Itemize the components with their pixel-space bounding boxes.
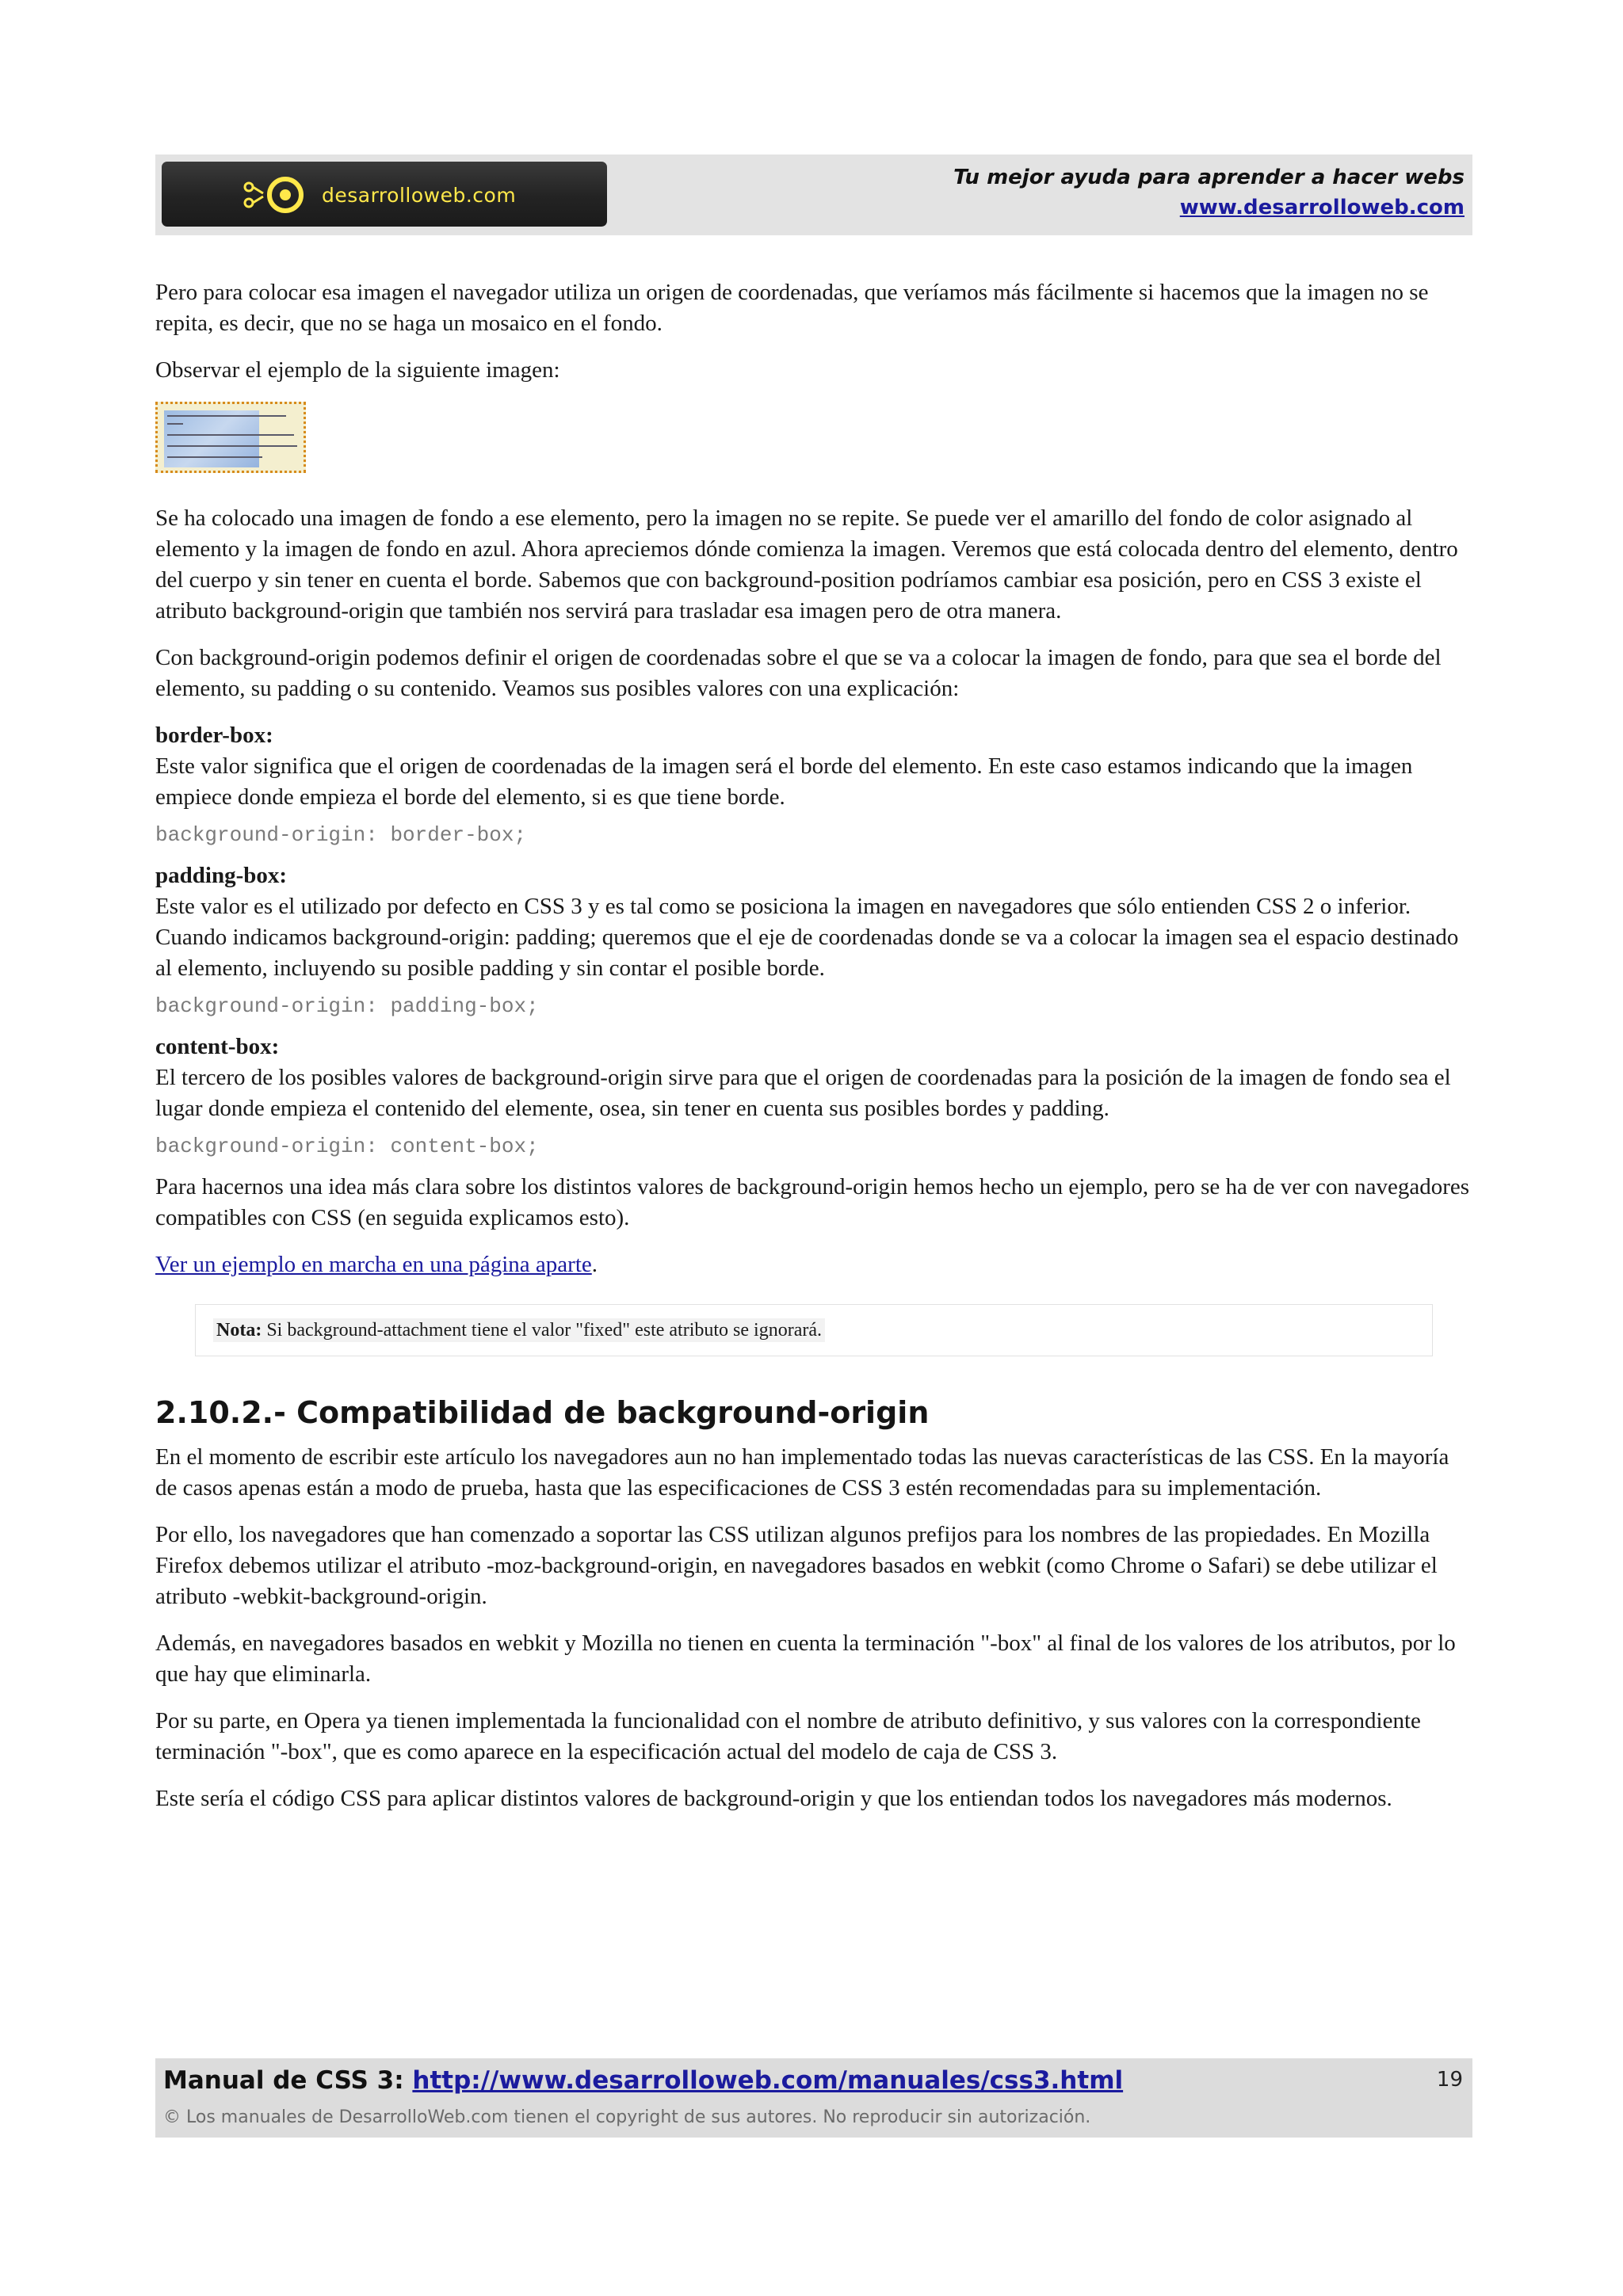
definition-content-box	[155, 1032, 1472, 1161]
paragraph: Por su parte, en Opera ya tienen implementada la funcionalidad con el nombre de atributo definitivo, y sus valores con la correspondiente terminación "-box", que es como aparece en la especificación actual del modelo de caja de CSS 3.	[155, 1708, 1421, 1764]
definition-padding-box	[155, 860, 1472, 1020]
manual-link[interactable]: http://www.desarrolloweb.com/manuales/css3.html	[412, 2066, 1124, 2095]
note-label: Nota:	[216, 1320, 262, 1341]
paragraph: Observar el ejemplo de la siguiente imagen:	[155, 357, 560, 383]
blue-background-image	[164, 410, 259, 467]
definition-description: El tercero de los posibles valores de background-origin sirve para que el origen de coordenadas para la posición de la imagen de fondo sea el lugar donde empieza el contenido del elemente, osea, sin tener en cuenta sus posibles bordes y padding.	[155, 1065, 1451, 1121]
paragraph: Pero para colocar esa imagen el navegador utiliza un origen de coordenadas, que veríamos más fácilmente si hacemos que la imagen no se repita, es decir, que no se haga un mosaico en el fondo.	[155, 280, 1429, 336]
paragraph: Además, en navegadores basados en webkit y Mozilla no tienen en cuenta la terminación "-box" al final de los valores de los atributos, por lo que hay que eliminarla.	[155, 1630, 1456, 1687]
code-sample: background-origin: border-box;	[155, 823, 527, 847]
tagline: Tu mejor ayuda para aprender a hacer webs	[953, 166, 1465, 189]
paragraph: Para hacernos una idea más clara sobre los distintos valores de background-origin hemos hecho un ejemplo, pero se ha de ver con navegadores compatibles con CSS (en seguida explicamos esto).	[155, 1174, 1470, 1230]
page-content	[155, 277, 1472, 1830]
definition-description: Este valor es el utilizado por defecto en CSS 3 y es tal como se posiciona la imagen en navegadores que sólo entienden CSS 2 o inferior. Cuando indicamos background-origin: padding; queremos que el eje de coordenadas donde se va a colocar la imagen sea el espacio destinado al elemento, incluyendo su posible padding y sin contar el posible borde.	[155, 894, 1459, 981]
logo-text: desarrolloweb.com	[322, 184, 517, 207]
section-heading: 2.10.2.- Compatibilidad de background-origin	[155, 1395, 930, 1430]
example-link-paragraph: Ver un ejemplo en marcha en una página aparte.	[155, 1252, 598, 1277]
page-number: 19	[1436, 2068, 1463, 2092]
paragraph: Con background-origin podemos definir el origen de coordenadas sobre el que se va a colocar la imagen de fondo, para que sea el borde del elemento, su padding o su contenido. Veamos sus posibles valores con una explicación:	[155, 645, 1442, 701]
note-box	[195, 1304, 1433, 1356]
page-footer	[155, 2058, 1472, 2138]
definition-description: Este valor significa que el origen de coordenadas de la imagen será el borde del elemento. En este caso estamos indicando que la imagen empiece donde empieza el borde del elemento, si es que tiene borde.	[155, 753, 1413, 810]
header-tagline-block	[953, 162, 1465, 223]
site-link[interactable]: www.desarrolloweb.com	[1179, 196, 1465, 219]
example-link[interactable]: Ver un ejemplo en marcha en una página aparte	[155, 1252, 592, 1277]
copyright-notice: © Los manuales de DesarrolloWeb.com tienen el copyright de sus autores. No reproducir sin autorización.	[163, 2107, 1091, 2127]
definition-term: content-box:	[155, 1034, 280, 1059]
definition-term: border-box:	[155, 723, 273, 748]
code-sample: background-origin: padding-box;	[155, 994, 539, 1018]
logo-mark-icon	[238, 176, 333, 214]
paragraph: Se ha colocado una imagen de fondo a ese elemento, pero la imagen no se repite. Se puede ver el amarillo del fondo de color asignado al elemento y la imagen de fondo en azul. Ahora apreciemos dónde comienza la imagen. Veremos que está colocada dentro del elemento, dentro del cuerpo y sin tener en cuenta el borde. Sabemos que con background-position podríamos cambiar esa posición, pero en CSS 3 existe el atributo background-origin que también nos servirá para trasladar esa imagen pero de otra manera.	[155, 505, 1458, 624]
page-header	[155, 154, 1472, 235]
paragraph: En el momento de escribir este artículo los navegadores aun no han implementado todas las nuevas características de las CSS. En la mayoría de casos apenas están a modo de prueba, hasta que las especificaciones de CSS 3 estén recomendadas para su implementación.	[155, 1444, 1449, 1501]
paragraph: Por ello, los navegadores que han comenzado a soportar las CSS utilizan algunos prefijos para los nombres de las propiedades. En Mozilla Firefox debemos utilizar el atributo -moz-background-origin, en navegadores basados en webkit (como Chrome o Safari) se debe utilizar el atributo -webkit-background-origin.	[155, 1522, 1438, 1609]
desarrolloweb-logo[interactable]	[162, 162, 607, 227]
definition-border-box	[155, 720, 1472, 849]
footer-title: Manual de CSS 3: http://www.desarrolloweb.com/manuales/css3.html	[163, 2066, 1124, 2095]
code-sample: background-origin: content-box;	[155, 1135, 539, 1158]
definition-term: padding-box:	[155, 863, 288, 888]
example-figure	[155, 402, 306, 473]
paragraph: Este sería el código CSS para aplicar distintos valores de background-origin y que los entiendan todos los navegadores más modernos.	[155, 1786, 1392, 1811]
note-text: Si background-attachment tiene el valor "fixed" este atributo se ignorará.	[266, 1320, 823, 1341]
